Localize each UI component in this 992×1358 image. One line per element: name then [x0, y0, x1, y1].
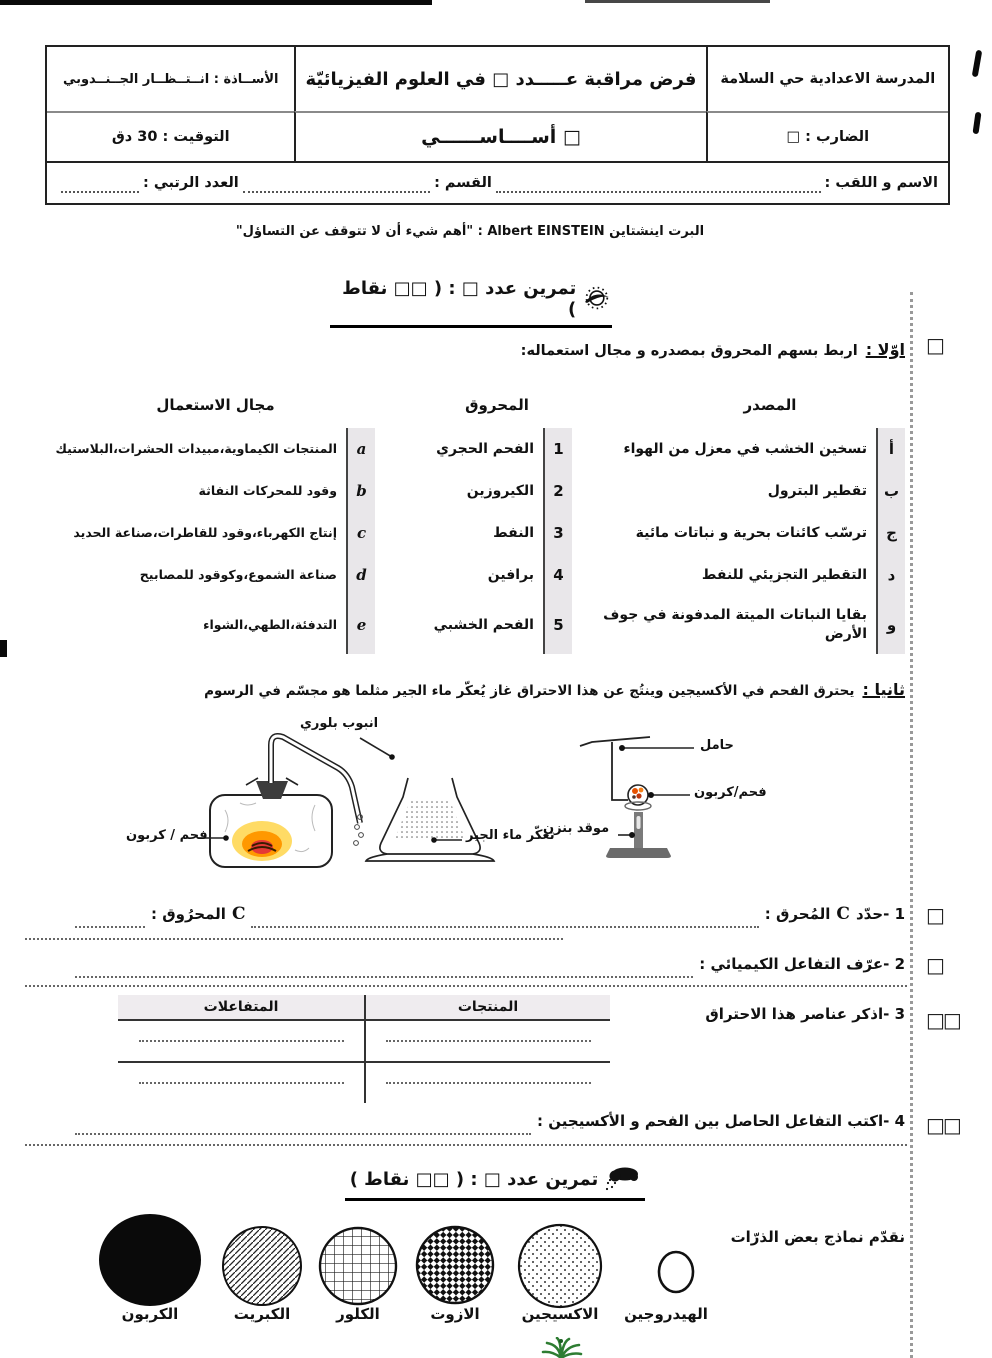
sun-icon — [582, 286, 612, 312]
q3-table — [118, 995, 610, 1103]
usage-row — [50, 428, 375, 470]
oxygen-atom — [519, 1225, 601, 1307]
sulfur-atom — [223, 1227, 301, 1305]
fuel-text: برافين — [487, 566, 534, 583]
part2-label: ثانيا : — [862, 680, 905, 699]
q1-answer-blank — [251, 913, 758, 928]
plant-icon — [535, 1337, 587, 1358]
q2-answer-line — [25, 985, 907, 987]
part2-instruction: يحترق الفحم في الأكسيجين وينتُج عن هذا الاحتراق غاز يُعكّر ماء الجير مثلما هو مجسّم في الرسوم — [204, 683, 855, 699]
einstein-quote: البرت اينشتاين Albert EINSTEIN : "أهم شيء أن لا تتوقف عن التساؤل" — [235, 224, 705, 239]
margin-separator — [910, 292, 913, 1358]
arrow-bullet-icon: C — [836, 904, 850, 924]
part1-instruction: اربط بسهم المحروق بمصدره و مجال استعماله: — [520, 343, 858, 359]
q1-burner-label: المُحرق : — [764, 905, 831, 923]
q3-blank — [386, 1040, 591, 1042]
arrow-bullet-icon: C — [231, 904, 246, 924]
coal-left-label: فحم / كربون — [126, 828, 208, 843]
row-key-badge: 1 — [543, 428, 572, 470]
match-column-usage — [50, 428, 375, 654]
lime-water-label: تعكّر ماء الجير — [466, 828, 555, 843]
scan-mark-right-2 — [972, 112, 981, 135]
column-header-source: المصدر — [743, 396, 797, 414]
row-key-badge: 3 — [543, 512, 572, 554]
row-key-badge: 4 — [543, 554, 572, 596]
row-key-badge: د — [876, 554, 905, 596]
row-key-badge: و — [876, 596, 905, 654]
exercise2-heading — [345, 1165, 645, 1201]
atom-label: الكبريت — [233, 1305, 291, 1323]
fuel-row — [410, 470, 572, 512]
q3-blank — [386, 1082, 591, 1084]
rain-cloud-icon — [604, 1165, 640, 1193]
usage-row — [50, 596, 375, 654]
scan-mark-left — [0, 640, 7, 657]
atom-label: الكلور — [336, 1305, 380, 1323]
q3-text: 3 -اذكر عناصر هذا الاحتراق — [705, 1005, 905, 1023]
name-label: الاسم و اللقب : — [824, 175, 938, 191]
q1-fuel-label: المحرُوق : — [151, 905, 226, 923]
part1-heading — [521, 340, 905, 359]
column-header-usage: مجال الاستعمال — [156, 396, 275, 414]
rank-label: العدد الرتبي : — [143, 175, 239, 191]
source-row — [537, 554, 905, 596]
scan-line-top — [0, 0, 432, 5]
row-key-badge: 2 — [543, 470, 572, 512]
atom-label: الاكسيجين — [521, 1305, 599, 1323]
coefficient-label: الضارب : □ — [786, 129, 870, 145]
q4-answer-blank — [75, 1120, 531, 1135]
fuel-row — [410, 596, 572, 654]
q4-text: 4 -اكتب التفاعل الحاصل بين الفحم و الأكسيجين : — [537, 1112, 905, 1130]
q1-verb: 1 -حدّد — [855, 905, 905, 923]
atom-label: الكربون — [121, 1305, 179, 1323]
exercise1-heading — [330, 278, 612, 328]
column-header-fuel: المحروق — [465, 396, 529, 414]
atom-models-figure — [55, 1200, 745, 1318]
part2-heading — [70, 680, 905, 699]
usage-text: صناعة الشموع،وكوقود للمصابيح — [139, 566, 337, 582]
q3-blank — [139, 1082, 344, 1084]
row-key-badge: b — [346, 470, 375, 512]
q1-answer-blank-2 — [75, 913, 145, 928]
teacher-name: الأســاذة : انــتــظــار الجــنــدوبي — [62, 71, 279, 87]
q1-answer-line — [25, 938, 563, 940]
atom-label: الازوت — [430, 1305, 480, 1323]
match-column-fuel — [410, 428, 572, 654]
usage-row — [50, 554, 375, 596]
row-key-badge: ج — [876, 512, 905, 554]
header-table — [45, 45, 950, 205]
question-1 — [75, 905, 905, 928]
source-row — [537, 428, 905, 470]
scan-mark-right-1 — [972, 50, 983, 78]
question-2 — [75, 955, 905, 978]
fuel-text: الفحم الخشبي — [433, 616, 534, 633]
carbon-atom — [99, 1214, 201, 1306]
points-box: □ — [926, 953, 943, 977]
exercise1-heading-text: تمرين عدد □ : ( □□ نقاط ) — [342, 278, 577, 320]
row-key-badge: c — [346, 512, 375, 554]
fuel-text: الفحم الحجري — [436, 440, 534, 457]
q3-cell — [364, 1063, 610, 1103]
atoms-intro: نقدّم نماذج بعض الذرّات — [730, 1228, 905, 1246]
source-row — [537, 512, 905, 554]
fuel-text: النفط — [493, 524, 534, 541]
points-box: □□ — [926, 1113, 960, 1137]
atom-label: الهيدروجين — [624, 1305, 708, 1323]
row-key-badge: 5 — [543, 596, 572, 654]
q3-cell — [118, 1063, 364, 1103]
fuel-text: الكيروزين — [466, 482, 534, 499]
name-blank — [496, 179, 821, 193]
row-key-badge: a — [346, 428, 375, 470]
usage-text: إنتاج الكهرباء،وقود للقاطرات،صناعة الحديد — [73, 524, 337, 540]
q4-answer-line — [25, 1144, 907, 1146]
q3-cell — [364, 1021, 610, 1063]
source-row — [537, 596, 905, 654]
class-blank — [243, 179, 430, 193]
q2-text: 2 -عرّف التفاعل الكيميائي : — [699, 955, 905, 973]
combustion-apparatus-diagram — [110, 705, 870, 900]
source-text: التقطير التجزيئي للنفط — [701, 566, 867, 583]
class-label: القسم : — [434, 175, 492, 191]
source-text: تسخين الخشب في معزل من الهواء — [623, 440, 867, 457]
exercise2-heading-text: تمرين عدد □ : ( □□ نقاط ) — [349, 1168, 599, 1190]
nitrogen-atom — [417, 1227, 493, 1303]
question-4 — [75, 1112, 905, 1135]
fuel-row — [410, 554, 572, 596]
student-identity-row — [47, 161, 948, 203]
q3-cell — [118, 1021, 364, 1063]
hydrogen-atom — [659, 1252, 693, 1292]
q3-blank — [139, 1040, 344, 1042]
source-row — [537, 470, 905, 512]
level-label: □ أســــاســــــي — [421, 126, 581, 148]
burner-label: موقد بنزن — [543, 821, 610, 836]
row-key-badge: أ — [876, 428, 905, 470]
fuel-row — [410, 512, 572, 554]
usage-text: وقود للمحركات النفاثة — [198, 482, 337, 498]
tube-label: انبوب بلوري — [300, 716, 379, 731]
fuel-row — [410, 428, 572, 470]
source-text: تقطير البترول — [767, 482, 867, 499]
match-column-source — [537, 428, 905, 654]
rank-blank — [61, 179, 139, 193]
row-key-badge: d — [346, 554, 375, 596]
points-box: □ — [926, 333, 943, 357]
source-text: ترسّب كائنات بحرية و نباتات مائية — [635, 524, 867, 541]
coal-right-label: فحم/كربون — [694, 785, 767, 800]
usage-text: التدفئة،الطهي،الشواء — [203, 616, 337, 632]
exam-title: فرض مراقبة عـــــدد □ في العلوم الفيزيائيّة — [305, 68, 697, 90]
school-name: المدرسة الاعدادية حي السلامة — [720, 71, 936, 87]
row-key-badge: ب — [876, 470, 905, 512]
part1-label: اوّلا : — [865, 340, 905, 359]
chlorine-atom — [320, 1228, 396, 1304]
row-key-badge: e — [346, 596, 375, 654]
source-text: بقايا النباتات الميتة المدفونة في جوف الأرض — [603, 607, 867, 642]
question-3 — [705, 1005, 905, 1023]
usage-text: المنتجات الكيماوية،مبيدات الحشرات،البلاستيك — [55, 440, 337, 456]
stand-label: حامل — [700, 738, 734, 753]
scan-line-top-2 — [585, 0, 770, 3]
q2-answer-blank — [75, 963, 693, 978]
q3-header-products: المنتجات — [364, 995, 610, 1021]
usage-row — [50, 512, 375, 554]
points-box: □□ — [926, 1008, 960, 1032]
q3-header-reactants: المتفاعلات — [118, 995, 364, 1021]
points-box: □ — [926, 903, 943, 927]
usage-row — [50, 470, 375, 512]
duration-label: التوقيت : 30 دق — [111, 129, 230, 145]
